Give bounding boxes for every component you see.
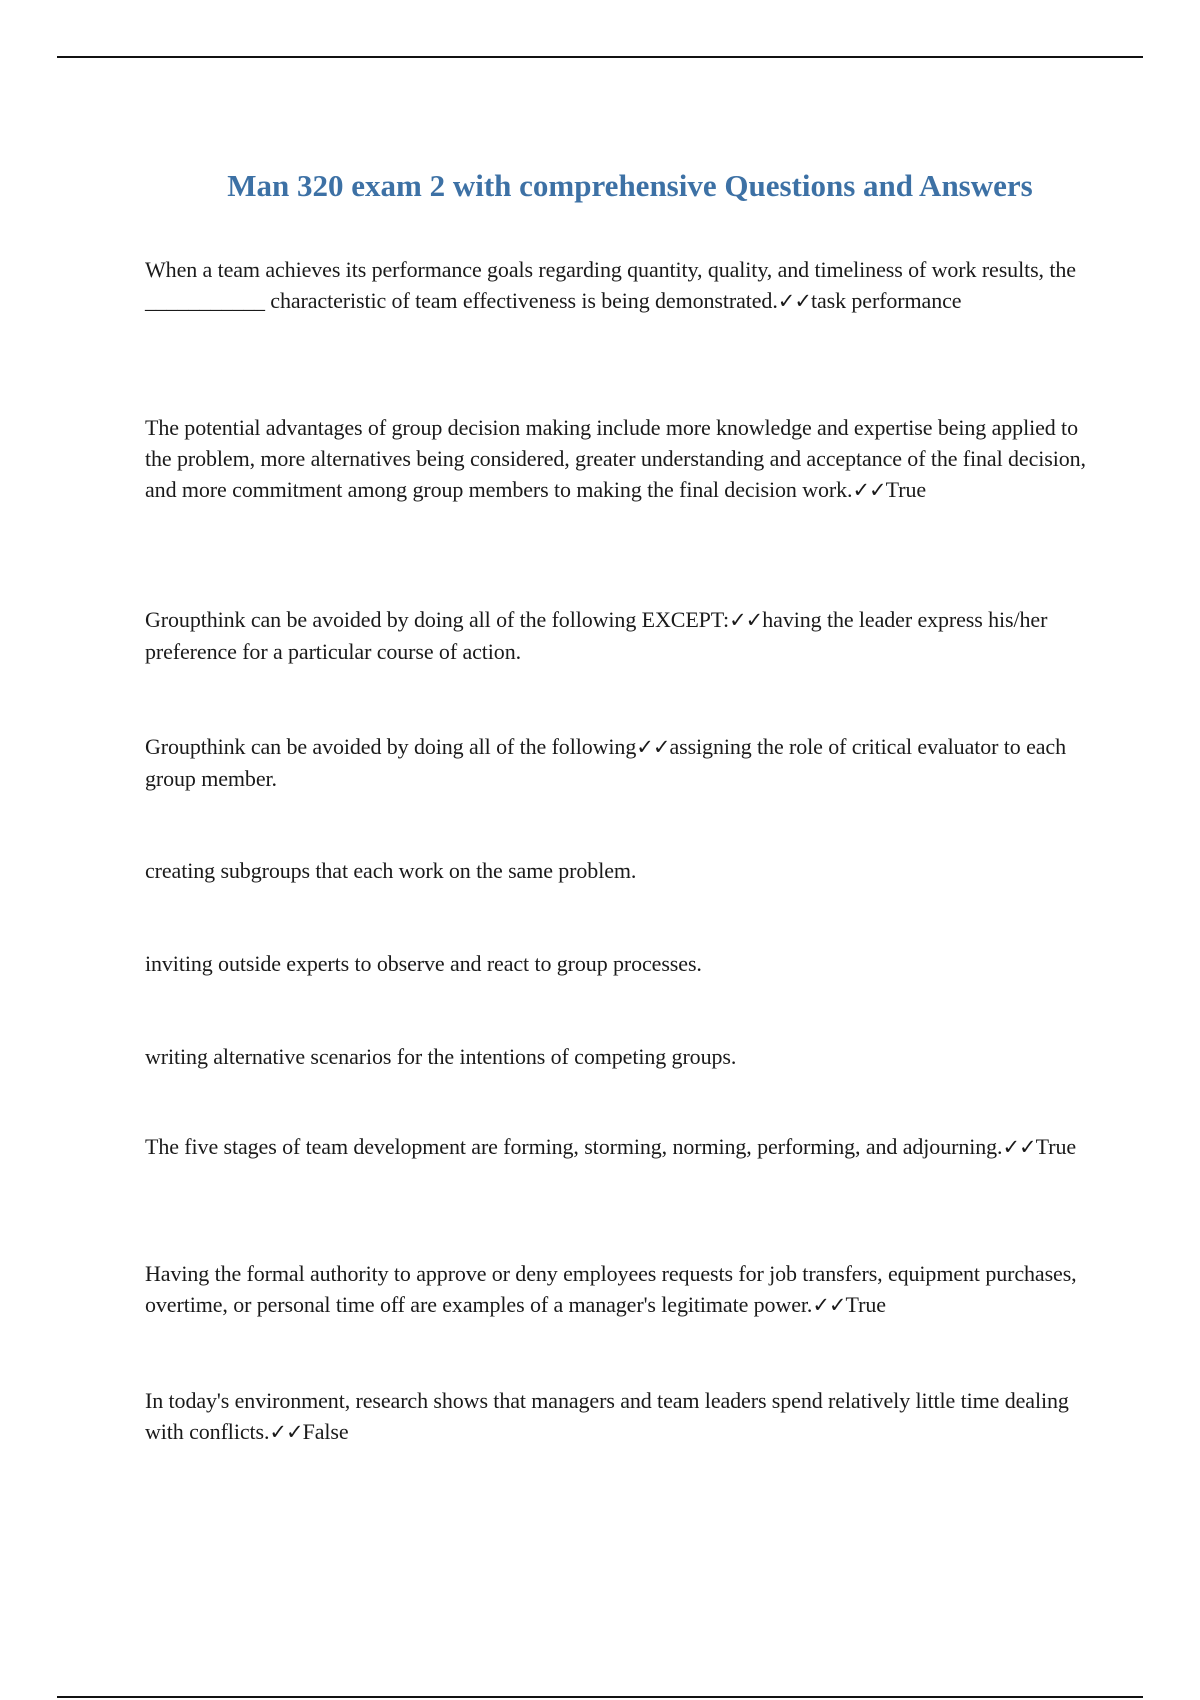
answer-text: True xyxy=(845,1292,886,1317)
question-text: The five stages of team development are forming, storming, norming, performing, and adjourning. xyxy=(145,1134,1003,1159)
answer-text: assigning the role of critical evaluator to each group member. xyxy=(145,734,1066,791)
double-check-icon: ✓✓ xyxy=(729,608,763,632)
double-check-icon: ✓✓ xyxy=(777,289,811,313)
qa-item xyxy=(145,1385,1090,1448)
answer-text: having the leader express his/her preference for a particular course of action. xyxy=(145,607,1048,664)
double-check-icon: ✓✓ xyxy=(1002,1135,1036,1159)
top-rule xyxy=(57,56,1143,58)
double-check-icon: ✓✓ xyxy=(269,1420,303,1444)
double-check-icon: ✓✓ xyxy=(852,478,886,502)
question-text: Having the formal authority to approve or deny employees requests for job transfers, equipment purchases, overtime, or personal time off are examples of a manager's legitimate power. xyxy=(145,1261,1077,1317)
answer-text: True xyxy=(885,477,927,502)
qa-item xyxy=(145,604,1090,667)
document-title: Man 320 exam 2 with comprehensive Questions and Answers xyxy=(227,168,1033,203)
answer-option: creating subgroups that each work on the same problem. xyxy=(145,858,637,883)
question-text: Groupthink can be avoided by doing all of the following xyxy=(145,734,637,759)
qa-item xyxy=(145,1258,1090,1321)
question-text: In today's environment, research shows that managers and team leaders spend relatively little time dealing with conflicts. xyxy=(145,1388,1069,1444)
answer-text: True xyxy=(1035,1134,1077,1159)
qa-item xyxy=(145,1131,1090,1163)
qa-item xyxy=(145,412,1090,506)
bottom-rule xyxy=(57,1696,1143,1698)
question-text: Groupthink can be avoided by doing all of the following EXCEPT: xyxy=(145,607,730,632)
answer-text: task performance xyxy=(810,288,962,313)
answer-option: writing alternative scenarios for the intentions of competing groups. xyxy=(145,1044,737,1069)
answer-option: inviting outside experts to observe and react to group processes. xyxy=(145,951,702,976)
double-check-icon: ✓✓ xyxy=(812,1293,846,1317)
question-text: The potential advantages of group decision making include more knowledge and expertise being applied to the problem, more alternatives being considered, greater understanding and acceptance of the final decision, and more commitment among group members to making the final decision work. xyxy=(145,415,1086,502)
qa-item xyxy=(145,731,1090,794)
double-check-icon: ✓✓ xyxy=(636,735,670,759)
answer-text: False xyxy=(302,1419,349,1444)
question-text: When a team achieves its performance goals regarding quantity, quality, and timeliness of work results, the ___________ characteristic of team effectiveness is being demonstrated. xyxy=(145,257,1076,313)
qa-item xyxy=(145,254,1090,317)
